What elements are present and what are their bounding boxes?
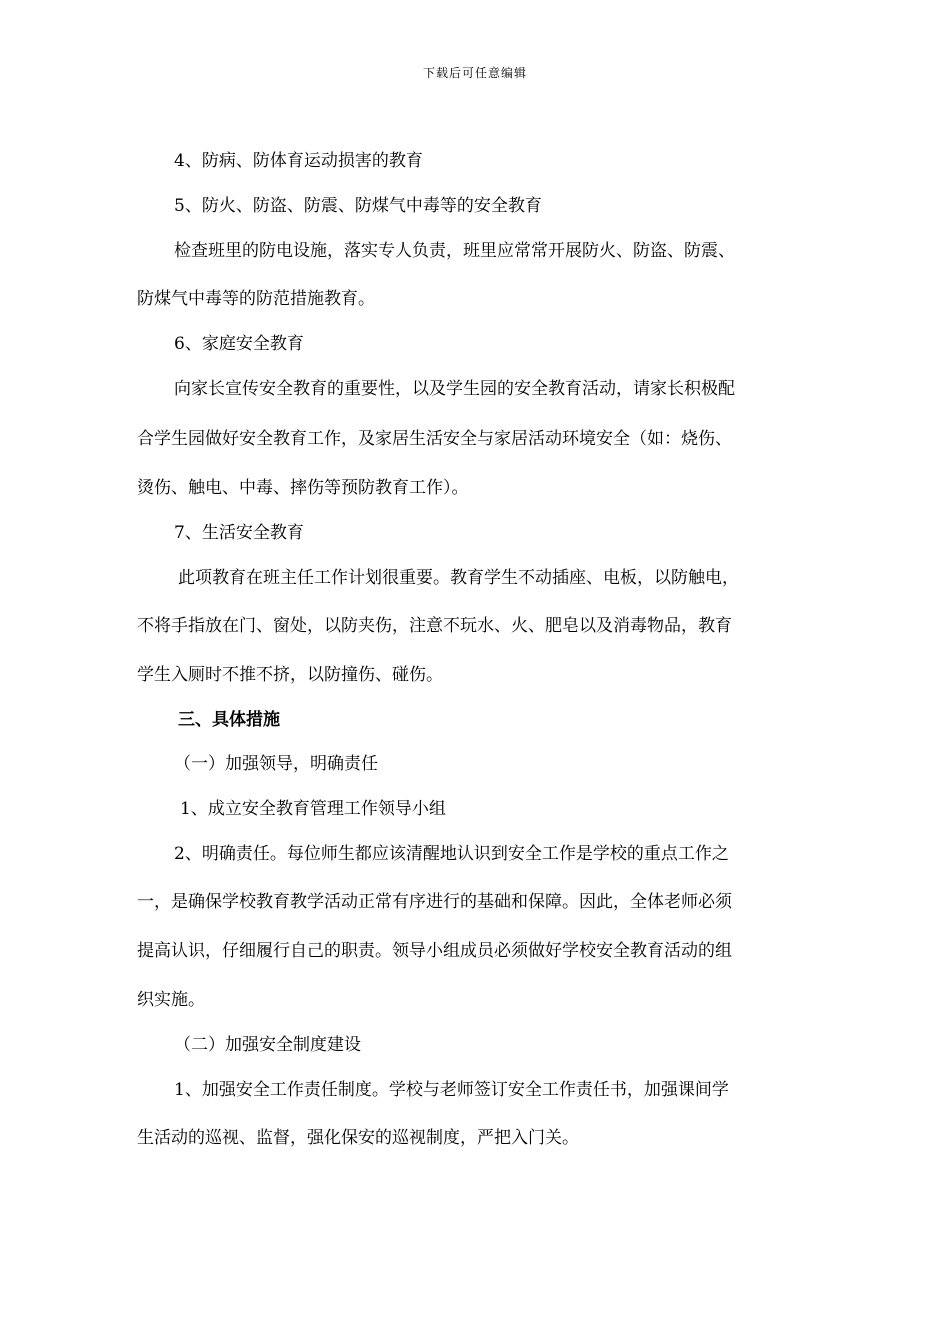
paragraph-line: 一，是确保学校教育教学活动正常有序进行的基础和保障。因此，全体老师必须 xyxy=(137,892,732,912)
page-header: 下载后可任意编辑 xyxy=(422,66,527,80)
paragraph-line: 织实施。 xyxy=(137,990,205,1010)
paragraph-line: 防煤气中毒等的防范措施教育。 xyxy=(137,289,375,309)
item-4: 4、防病、防体育运动损害的教育 xyxy=(174,151,423,171)
paragraph-line: 1、加强安全工作责任制度。学校与老师签订安全工作责任书，加强课间学 xyxy=(174,1080,729,1100)
item-1: 1、成立安全教育管理工作领导小组 xyxy=(180,799,446,819)
section-heading: 三、具体措施 xyxy=(178,710,280,730)
item-5: 5、防火、防盗、防震、防煤气中毒等的安全教育 xyxy=(174,196,542,216)
paragraph-line: 生活动的巡视、监督，强化保安的巡视制度，严把入门关。 xyxy=(137,1128,579,1148)
paragraph-line: 提高认识，仔细履行自己的职责。领导小组成员必须做好学校安全教育活动的组 xyxy=(137,941,732,961)
paragraph-line: 合学生园做好安全教育工作，及家居生活安全与家居活动环境安全（如：烧伤、 xyxy=(137,429,732,449)
paragraph-line: 2、明确责任。每位师生都应该清醒地认识到安全工作是学校的重点工作之 xyxy=(174,844,729,864)
paragraph-line: 学生入厕时不推不挤，以防撞伤、碰伤。 xyxy=(137,665,443,685)
paragraph-line: 检查班里的防电设施，落实专人负责，班里应常常开展防火、防盗、防震、 xyxy=(174,241,735,261)
item-7: 7、生活安全教育 xyxy=(174,523,304,543)
paragraph-line: 烫伤、触电、中毒、摔伤等预防教育工作）。 xyxy=(137,478,469,498)
item-6: 6、家庭安全教育 xyxy=(174,334,304,354)
subsection-heading: （二）加强安全制度建设 xyxy=(174,1035,361,1055)
paragraph-line: 向家长宣传安全教育的重要性，以及学生园的安全教育活动，请家长积极配 xyxy=(174,379,735,399)
paragraph-line: 不将手指放在门、窗处，以防夹伤，注意不玩水、火、肥皂以及消毒物品，教育 xyxy=(137,616,732,636)
paragraph-line: 此项教育在班主任工作计划很重要。教育学生不动插座、电板，以防触电， xyxy=(178,568,739,588)
subsection-heading: （一）加强领导，明确责任 xyxy=(174,754,378,774)
